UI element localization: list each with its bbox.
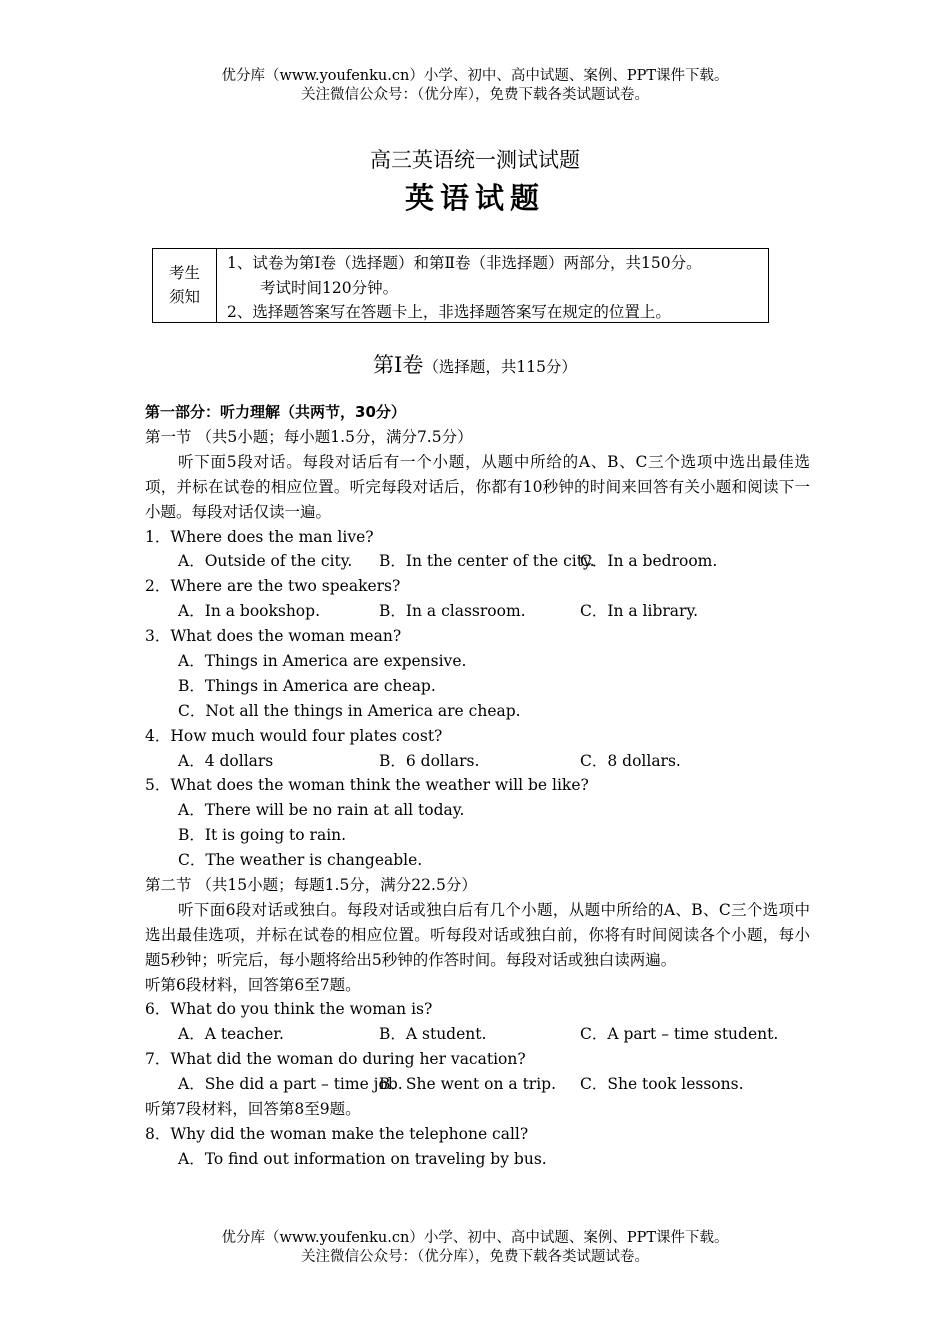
notice-label-line-2: 须知 (168, 288, 200, 306)
question-7-options (145, 1072, 810, 1097)
option-c: C．Not all the things in America are cheap. (178, 701, 521, 720)
section2-heading: 第二节 （共15小题；每题1.5分，满分22.5分） (145, 875, 477, 894)
notice-line-3: 2、选择题答案写在答题卡上，非选择题答案写在规定的位置上。 (227, 303, 671, 321)
footer-line-2: 关注微信公众号：（优分库），免费下载各类试题试卷。 (301, 1249, 649, 1265)
section1-heading: 第一节 （共5小题；每小题1.5分，满分7.5分） (145, 427, 473, 446)
section2-instructions: 听下面6段对话或独白。每段对话或独白后有几个小题，从题中所给的A、B、C三个选项中选出最佳选项，并标在试卷的相应位置。听每段对话或独白前，你将有时间阅读各个小题，每小题5秒钟；听完后，每小题将给出5秒钟的作答时间。每段对话或独白读两遍。 (145, 900, 810, 969)
part1-heading: 第一部分：听力理解（共两节，30分） (145, 403, 406, 421)
question-7-stem: 7．What did the woman do during her vacation? (145, 1050, 526, 1069)
option-c: C．In a bedroom. (580, 552, 718, 571)
question-2-stem: 2．Where are the two speakers? (145, 577, 401, 596)
question-6-stem: 6．What do you think the woman is? (145, 1000, 433, 1019)
option-c: C．The weather is changeable. (178, 851, 423, 870)
header-line-2: 关注微信公众号：（优分库），免费下载各类试题试卷。 (301, 87, 649, 103)
option-a: A．There will be no rain at all today. (178, 801, 465, 820)
option-a: A．In a bookshop. (178, 602, 320, 621)
material-6-note: 听第6段材料，回答第6至7题。 (145, 975, 361, 994)
option-b: B．Things in America are cheap. (178, 676, 436, 695)
volume-heading (0, 349, 950, 379)
page-header (0, 67, 950, 105)
option-c: C．A part – time student. (580, 1025, 779, 1044)
question-1-options (145, 549, 810, 574)
option-a: A．A teacher. (178, 1025, 284, 1044)
option-c: C．8 dollars. (580, 751, 681, 770)
option-b: B．In a classroom. (379, 602, 526, 621)
notice-label-line-1: 考生 (168, 264, 200, 282)
section1-instructions: 听下面5段对话。每段对话后有一个小题，从题中所给的A、B、C三个选项中选出最佳选项，并标在试卷的相应位置。听完每段对话后，你都有10秒钟的时间来回答有关小题和阅读下一小题。每段对话仅读一遍。 (145, 452, 810, 521)
volume-info: （选择题，共115分） (423, 358, 577, 376)
option-a: A．She did a part – time job. (178, 1075, 403, 1094)
question-8-stem: 8．Why did the woman make the telephone call? (145, 1124, 529, 1143)
exam-title: 英语试题 (404, 181, 545, 215)
question-2-options (145, 599, 810, 624)
question-5-stem: 5．What does the woman think the weather will be like? (145, 776, 589, 795)
volume-name: 第Ⅰ卷 (373, 353, 424, 377)
question-1-stem: 1．Where does the man live? (145, 527, 374, 546)
notice-line-1: 1、试卷为第Ⅰ卷（选择题）和第Ⅱ卷（非选择题）两部分，共150分。 (227, 254, 702, 272)
question-3-stem: 3．What does the woman mean? (145, 627, 402, 646)
notice-line-2: 考试时间120分钟。 (260, 278, 399, 297)
option-b: B．It is going to rain. (178, 826, 347, 845)
option-a: A．4 dollars (178, 751, 274, 770)
option-b: B．She went on a trip. (379, 1075, 557, 1094)
option-b: B．A student. (379, 1025, 487, 1044)
exam-content (145, 400, 810, 1172)
question-4-options (145, 749, 810, 774)
option-b: B．6 dollars. (379, 751, 480, 770)
option-a: A．To find out information on traveling by bus. (178, 1149, 547, 1168)
option-c: C．In a library. (580, 602, 699, 621)
exam-subtitle: 高三英语统一测试试题 (370, 148, 580, 172)
notice-label (153, 249, 217, 322)
question-4-stem: 4．How much would four plates cost? (145, 726, 443, 745)
header-line-1: 优分库（www.youfenku.cn）小学、初中、高中试题、案例、PPT课件下载。 (221, 68, 729, 84)
material-7-note: 听第7段材料，回答第8至9题。 (145, 1100, 361, 1119)
option-a: A．Outside of the city. (178, 552, 353, 571)
option-c: C．She took lessons. (580, 1075, 744, 1094)
page-footer (0, 1229, 950, 1267)
question-6-options (145, 1022, 810, 1047)
option-a: A．Things in America are expensive. (178, 651, 467, 670)
candidate-notice-box (152, 248, 769, 323)
footer-line-1: 优分库（www.youfenku.cn）小学、初中、高中试题、案例、PPT课件下载。 (221, 1230, 729, 1246)
notice-text (227, 251, 702, 325)
option-b: B．In the center of the city. (379, 552, 595, 571)
